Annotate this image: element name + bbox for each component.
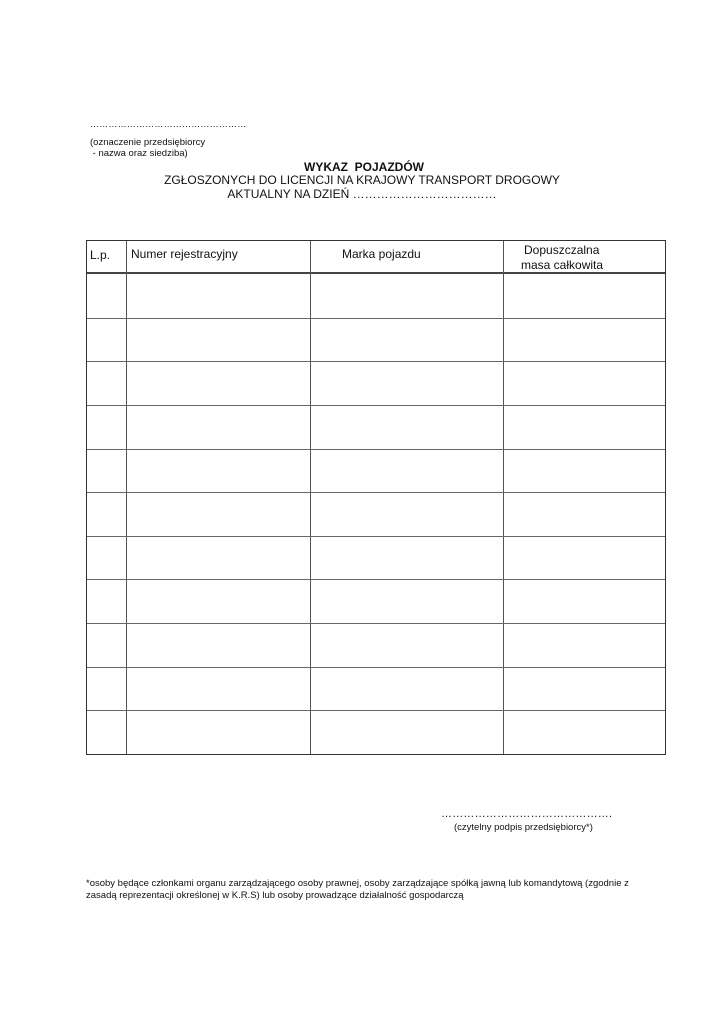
table-row-divider: [87, 579, 665, 580]
title-line1: WYKAZ POJAZDÓW: [304, 160, 424, 174]
signature-dots: ……………………………………….: [441, 808, 613, 820]
table-header: [87, 241, 665, 274]
table-row-divider: [87, 318, 665, 319]
table-row-divider: [87, 667, 665, 668]
company-note-line2: - nazwa oraz siedziba): [90, 148, 188, 159]
title-line2: ZGŁOSZONYCH DO LICENCJI NA KRAJOWY TRANSPORT DROGOWY: [164, 173, 560, 187]
title-line3: AKTUALNY NA DZIEŃ ………………………………: [227, 187, 497, 201]
col-header-make: Marka pojazdu: [342, 247, 421, 261]
company-dots-line: ……………………………………………: [90, 119, 247, 129]
table-row-divider: [87, 449, 665, 450]
table-row-divider: [87, 405, 665, 406]
table-row-divider: [87, 710, 665, 711]
col-header-mass-line1: Dopuszczalna: [524, 243, 600, 257]
document-title: [0, 160, 724, 174]
table-row-divider: [87, 623, 665, 624]
signature-label: (czytelny podpis przedsiębiorcy*): [454, 822, 593, 833]
col-header-lp: L.p.: [90, 248, 111, 262]
table-row-divider: [87, 536, 665, 537]
vehicles-table: [86, 240, 666, 755]
col-header-registration: Numer rejestracyjny: [131, 247, 238, 261]
company-note: [90, 137, 205, 159]
table-row-divider: [87, 361, 665, 362]
footnote: *osoby będące członkami organu zarządzającego osoby prawnej, osoby zarządzające spółką jawną lub komandytową (zgodnie z zasadą reprezentacji określonej w K.R.S) lub osoby prowadzące działalność gospodarczą: [86, 878, 629, 901]
col-header-mass-line2: masa całkowita: [521, 258, 604, 272]
table-row-divider: [87, 492, 665, 493]
company-note-line1: (oznaczenie przedsiębiorcy: [90, 137, 206, 148]
